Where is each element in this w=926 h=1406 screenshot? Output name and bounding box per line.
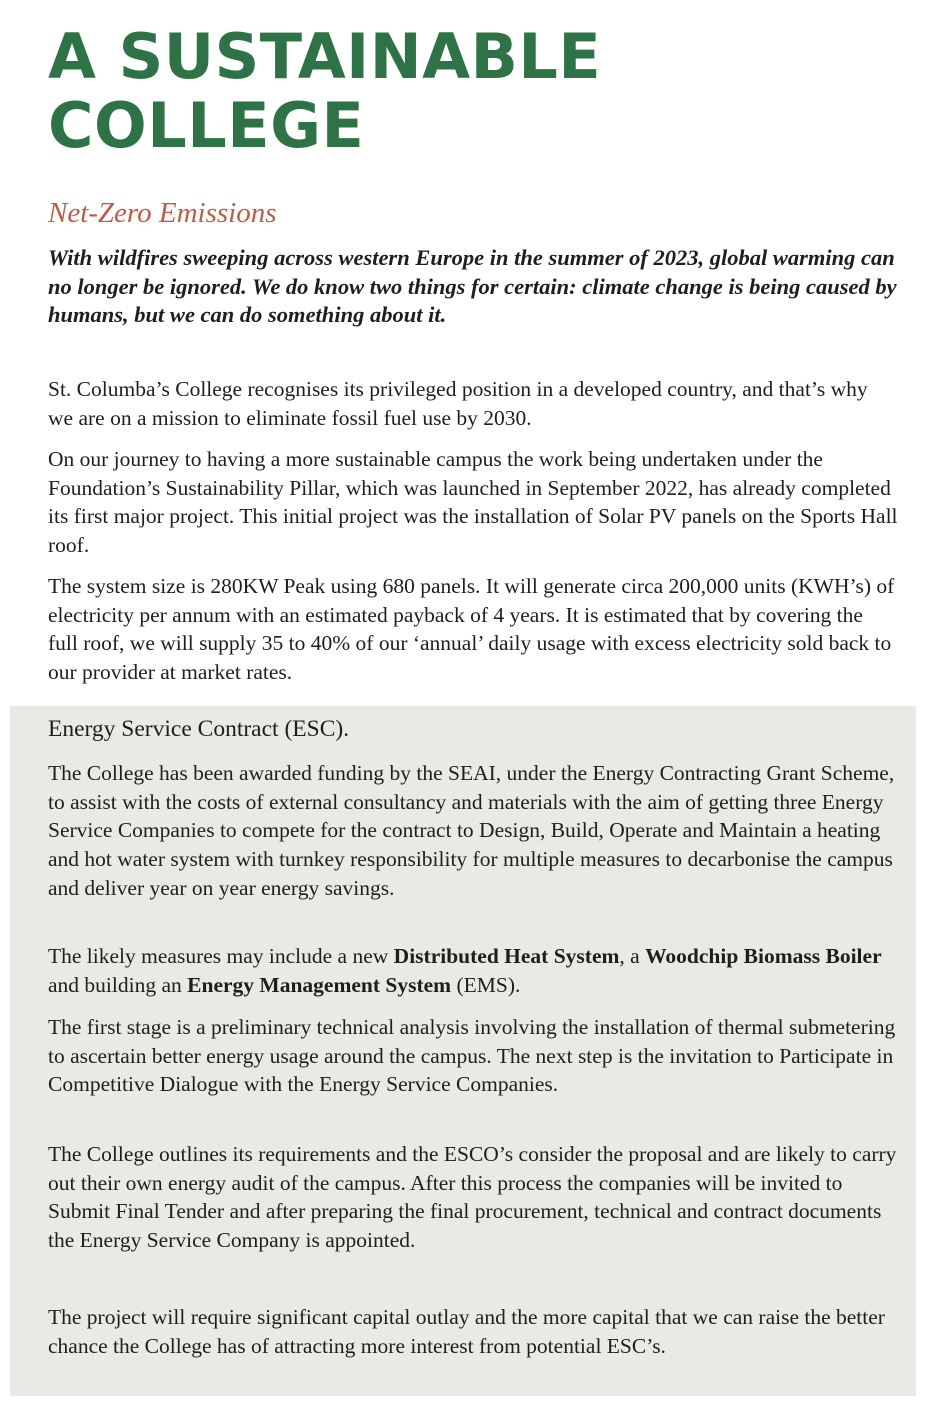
esc-measures-paragraph	[48, 942, 898, 999]
esc-first-stage-paragraph: The first stage is a preliminary technical analysis involving the installation of thermal submetering to ascertain better energy usage around the campus. The next step is the invitation to Participate in Competitive Dialogue with the Energy Service Companies.	[48, 1015, 896, 1097]
solar-project-paragraph: On our journey to having a more sustainable campus the work being undertaken under the Foundation’s Sustainability Pillar, which was launched in September 2022, has already completed its first major project. This initial project was the installation of Solar PV panels on the Sports Hall roof.	[48, 447, 898, 558]
net-zero-heading: Net-Zero Emissions	[48, 197, 277, 229]
measures-text-1: The likely measures may include a new	[48, 944, 394, 968]
esc-heading: Energy Service Contract (ESC).	[48, 716, 350, 742]
esc-funding-paragraph: The College has been awarded funding by the SEAI, under the Energy Contracting Grant Scheme, to assist with the costs of external consultancy and materials with the aim of getting three Energy Service Companies to compete for the contract to Design, Build, Operate and Maintain a heating and hot water system with turnkey responsibility for multiple measures to decarbonise the campus and deliver year on year energy savings.	[48, 761, 895, 900]
esc-capital-paragraph: The project will require significant capital outlay and the more capital that we can raise the better chance the College has of attracting more interest from potential ESC’s.	[48, 1305, 885, 1358]
esc-requirements-paragraph: The College outlines its requirements and the ESCO’s consider the proposal and are likely to carry out their own energy audit of the campus. After this process the companies will be invited to Submit Final Tender and after preparing the final procurement, technical and contract documents the Energy Service Company is appointed.	[48, 1142, 897, 1253]
energy-management-system: Energy Management System	[187, 972, 452, 997]
page-title-line-2: COLLEGE	[48, 89, 365, 162]
page-title	[48, 22, 601, 160]
measures-text-4: (EMS).	[451, 972, 521, 997]
intro-paragraph: With wildfires sweeping across western Europe in the summer of 2023, global warming can no longer be ignored. We do know two things for certain: climate change is being caused by humans, but we can do something about it.	[48, 245, 897, 328]
measures-text-3: and building an	[48, 972, 188, 997]
system-size-paragraph: The system size is 280KW Peak using 680 panels. It will generate circa 200,000 units (KWH’s) of electricity per annum with an estimated payback of 4 years. It is estimated that by covering the full roof, we will supply 35 to 40% of our ‘annual’ daily usage with excess electricity sold back to our provider at market rates.	[48, 574, 895, 685]
distributed-heat-system: Distributed Heat System	[393, 944, 620, 968]
woodchip-biomass-boiler: Woodchip Biomass Boiler	[645, 944, 882, 968]
page-title-line-1: A SUSTAINABLE	[48, 20, 602, 93]
mission-paragraph: St. Columba’s College recognises its privileged position in a developed country, and that’s why we are on a mission to eliminate fossil fuel use by 2030.	[48, 377, 868, 430]
measures-text-2: , a	[619, 944, 646, 968]
